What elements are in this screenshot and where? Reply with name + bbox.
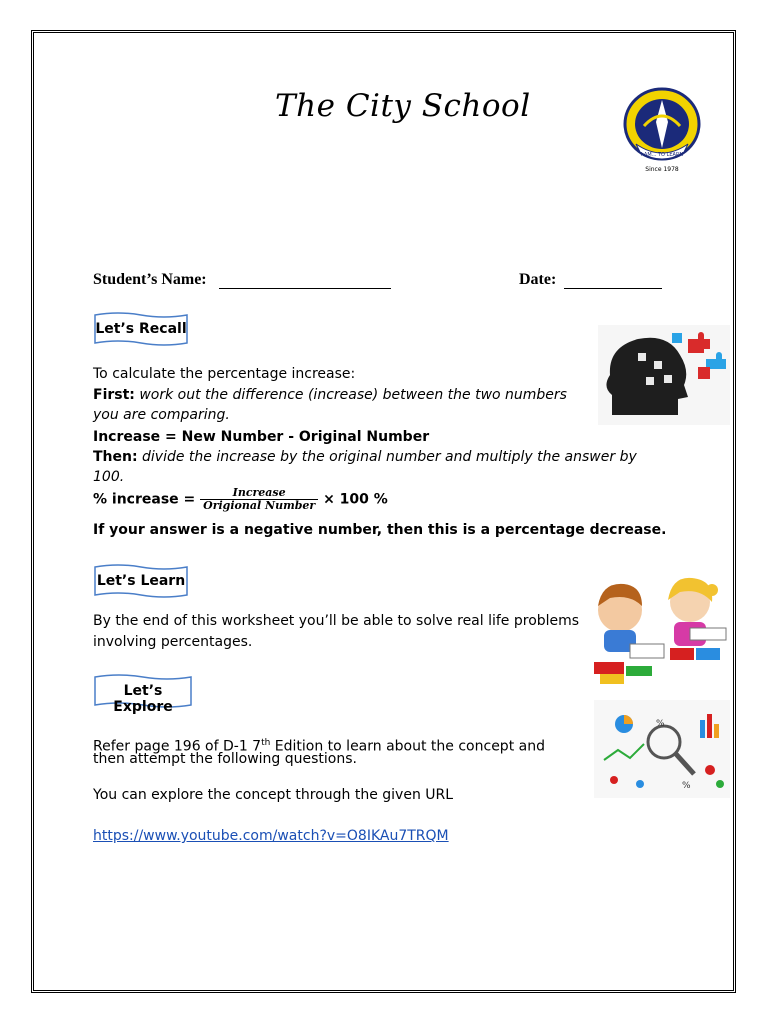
explore-heading: Let’s Explore [113, 683, 173, 715]
explore-banner [93, 674, 193, 715]
date-field[interactable] [519, 271, 662, 289]
logo-since: Since 1978 [645, 166, 679, 173]
school-title: The City School [275, 88, 531, 124]
learn-banner [93, 564, 189, 600]
percent-label: % increase = [93, 491, 196, 508]
fraction-denominator: Origional Number [203, 499, 316, 512]
svg-text:%: % [682, 781, 691, 791]
refer-pre: Refer page 196 of D-1 7 [93, 738, 262, 755]
recall-then-cont: 100. [93, 469, 125, 485]
recall-then [93, 447, 637, 467]
learn-heading: Let’s Learn [96, 573, 186, 589]
negative-note: If your answer is a negative number, then this is a percentage decrease. [93, 522, 667, 538]
school-logo [622, 86, 702, 176]
first-text: work out the difference (increase) between the two numbers [139, 387, 567, 403]
kids-studying-image [590, 570, 730, 688]
recall-intro: To calculate the percentage increase: [93, 366, 356, 382]
percent-tail: × 100 % [323, 491, 388, 508]
fraction [200, 487, 318, 512]
student-name-field[interactable] [93, 271, 391, 289]
logo-motto: I AM... TO LEARN [640, 152, 684, 158]
then-text: divide the increase by the original number and multiply the answer by [142, 449, 637, 465]
svg-text:%: % [656, 719, 665, 729]
date-line[interactable] [564, 288, 662, 289]
youtube-link[interactable]: https://www.youtube.com/watch?v=O8IKAu7TRQM [93, 828, 449, 844]
then-label: Then: [93, 449, 138, 465]
analytics-image [594, 700, 730, 798]
date-label: Date: [519, 271, 557, 288]
increase-formula: Increase = New Number - Original Number [93, 429, 430, 445]
learn-text-1: By the end of this worksheet you’ll be able to solve real life problems [93, 613, 580, 629]
first-label: First: [93, 387, 135, 403]
puzzle-head-image [598, 325, 730, 425]
fraction-numerator: Increase [200, 487, 318, 500]
recall-first [93, 385, 567, 405]
percent-formula [93, 487, 388, 512]
explore-url-intro: You can explore the concept through the given URL [93, 787, 454, 803]
explore-refer-2: then attempt the following questions. [93, 751, 357, 767]
student-name-label: Student’s Name: [93, 271, 207, 288]
recall-first-cont: you are comparing. [93, 407, 230, 423]
learn-text-2: involving percentages. [93, 634, 253, 650]
recall-heading: Let’s Recall [95, 321, 187, 337]
student-name-line[interactable] [219, 288, 391, 289]
refer-post: Edition to learn about the concept and [270, 738, 545, 755]
refer-sup: th [261, 738, 271, 748]
recall-banner [93, 312, 189, 348]
